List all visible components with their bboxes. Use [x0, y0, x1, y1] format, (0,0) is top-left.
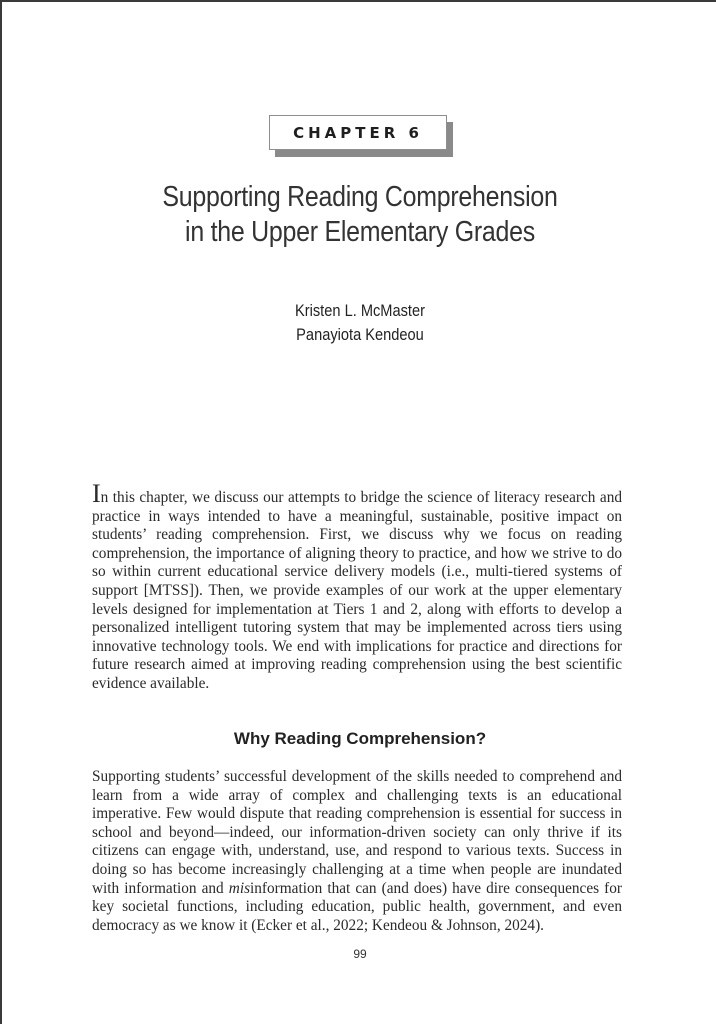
chapter-title-line-2: in the Upper Elementary Grades [185, 216, 535, 248]
chapter-label-box [269, 115, 450, 157]
section-italic-text: mis [228, 879, 251, 897]
chapter-title-line-1: Supporting Reading Comprehension [162, 181, 558, 213]
authors [52, 299, 668, 347]
chapter-label: CHAPTER 6 [269, 115, 447, 150]
author-1: Kristen L. McMaster [295, 301, 425, 320]
section-heading: Why Reading Comprehension? [233, 729, 487, 748]
section-paragraph [92, 768, 622, 935]
drop-cap: I [92, 479, 101, 508]
page-number: 99 [353, 947, 367, 961]
section-text-1: Supporting students’ successful development of the skills needed to comprehend and learn from a wide array of complex and challenging texts is an educational imperative. Few would dispute that reading comprehension is essential for success in school and beyond—indeed, our information-driven society can only thrive if its citizens can engage with, understand, use, and respond to various texts. Success in doing so has become increasingly challenging at a time when people are inundated with information and [92, 768, 622, 897]
document-page [2, 2, 716, 1026]
abstract-paragraph [92, 479, 622, 694]
section-text-2: information that can (and does) have dire consequences for key societal functions, including education, public health, government, and even democracy as we know it (Ecker et al., 2022; Kendeou & Johnson, 2024). [92, 879, 622, 934]
abstract-text: n this chapter, we discuss our attempts to bridge the science of literacy research and practice in ways intended to have a meaningful, sustainable, positive impact on students’ reading comprehension. First, we discuss why we focus on reading comprehension, the importance of aligning theory to practice, and how we strive to do so within current educational service delivery models (i.e., multi-tiered systems of support [MTSS]). Then, we provide examples of our work at the upper elementary levels designed for implementation at Tiers 1 and 2, along with efforts to develop a personalized intelligent tutoring system that may be implemented across tiers using innovative technology tools. We end with implications for practice and directions for future research aimed at improving reading comprehension using the best scientific evidence available. [92, 489, 622, 692]
chapter-title [52, 180, 668, 250]
author-2: Panayiota Kendeou [296, 325, 424, 344]
